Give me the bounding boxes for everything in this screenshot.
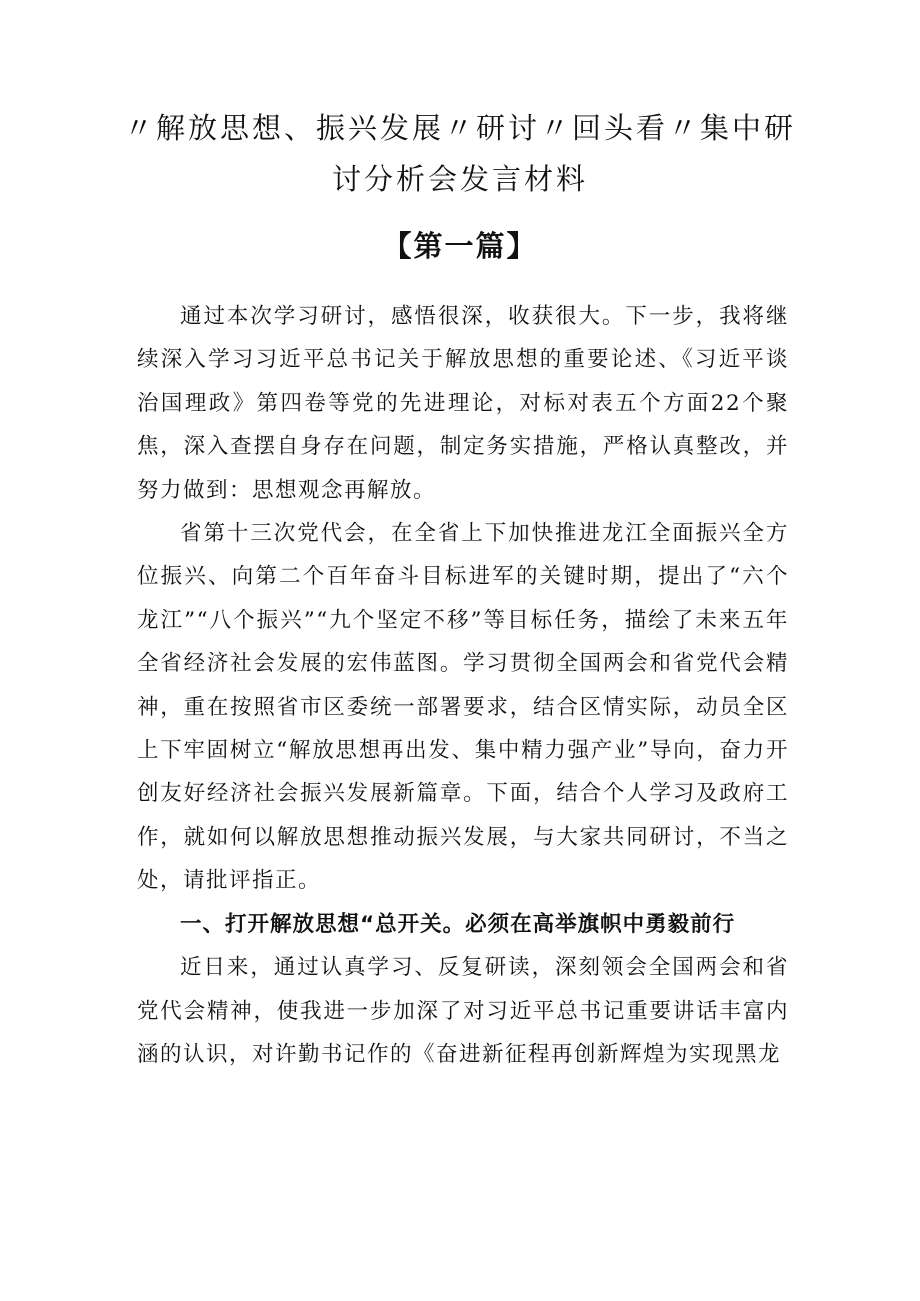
document-title: 〃解放思想、振兴发展〃研讨〃回头看〃集中研讨分析会发言材料: [123, 111, 796, 196]
paragraph-2: 省第十三次党代会，在全省上下加快推进龙江全面振兴全方位振兴、向第二个百年奋斗目标进军的关键时期，提出了“六个龙江”“八个振兴”“九个坚定不移”等目标任务，描绘了未来五年全省经济社会发展的宏伟蓝图。学习贯彻全国两会和省党代会精神，重在按照省市区委统一部署要求，结合区情实际，动员全区上下牢固树立“解放思想再出发、集中精力强产业”导向，奋力开创友好经济社会振兴发展新篇章。下面，结合个人学习及政府工作，就如何以解放思想推动振兴发展，与大家共同研讨，不当之处，请批评指正。: [137, 521, 789, 894]
section-label: 【第一篇】: [382, 229, 538, 263]
paragraph-3: 近日来，通过认真学习、反复研读，深刻领会全国两会和省党代会精神，使我进一步加深了对习近平总书记重要讲话丰富内涵的认识，对许勤书记作的《奋进新征程再创新辉煌为实现黑龙: [137, 955, 789, 1067]
paragraph-1: 通过本次学习研讨，感悟很深，收获很大。下一步，我将继续深入学习习近平总书记关于解放思想的重要论述、《习近平谈治国理政》第四卷等党的先进理论，对标对表五个方面22个聚焦，深入查摆自身存在问题，制定务实措施，严格认真整改，并努力做到：思想观念再解放。: [137, 304, 789, 503]
document-body: [137, 295, 789, 1076]
section-heading-1: 一、打开解放思想“总开关。必须在高举旗帜中勇毅前行: [180, 911, 736, 937]
